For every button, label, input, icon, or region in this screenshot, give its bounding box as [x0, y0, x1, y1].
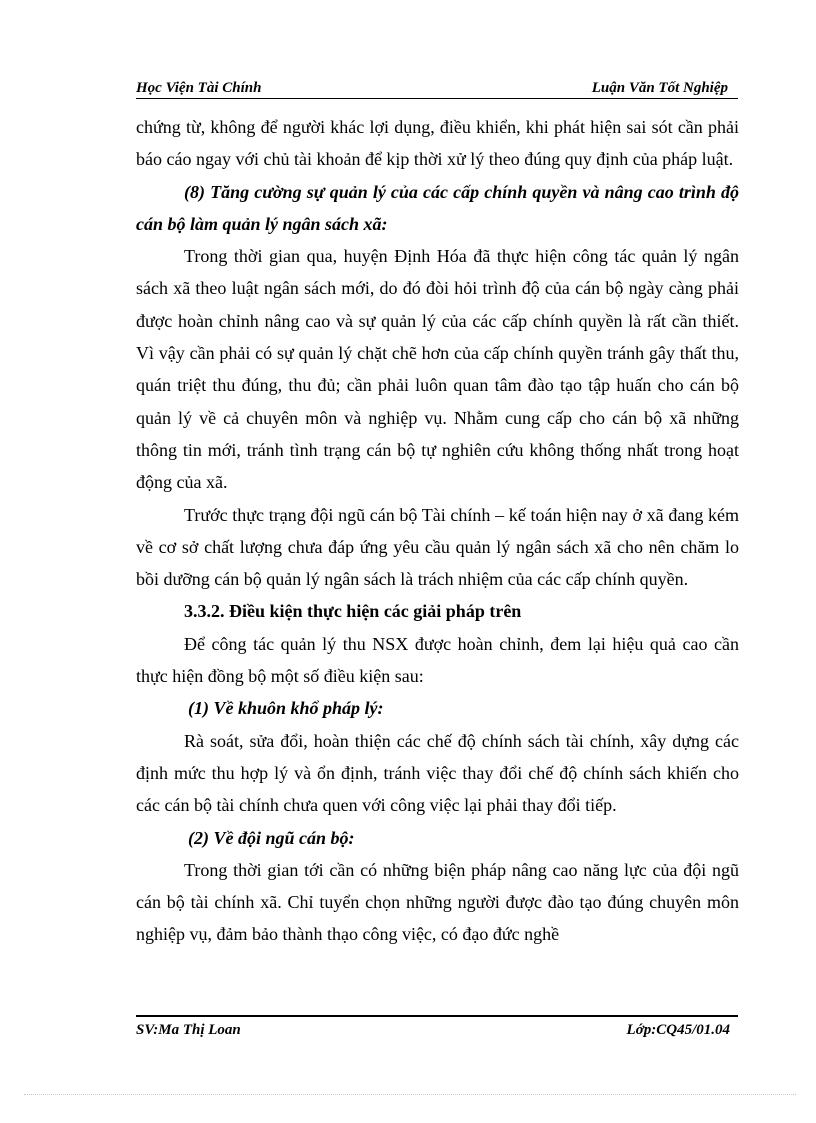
paragraph-legal-framework: Rà soát, sửa đổi, hoàn thiện các chế độ chính sách tài chính, xây dựng các định mức thu hợp lý và ổn định, tránh việc thay đổi chế độ chính sách khiến cho các cán bộ tài chính chưa quen với công việc lại phải thay đổi tiếp. [136, 730, 739, 816]
paragraph-staff: Trong thời gian tới cần có những biện pháp nâng cao năng lực của đội ngũ cán bộ tài chính xã. Chỉ tuyển chọn những người được đào tạo đúng chuyên môn nghiệp vụ, đảm bảo thành thạo công việc, có đạo đức nghề [136, 859, 739, 945]
paragraph-conditions-intro: Để công tác quản lý thu NSX được hoàn chỉnh, đem lại hiệu quả cao cần thực hiện đồng bộ một số điều kiện sau: [136, 633, 739, 687]
page-footer [136, 1019, 738, 1041]
footer-student-name: SV:Ma Thị Loan [136, 1022, 241, 1038]
header-document-type: Luận Văn Tốt Nghiệp [591, 80, 728, 96]
heading-staff: (2) Về đội ngũ cán bộ: [188, 827, 355, 848]
heading-item-8: (8) Tăng cường sự quản lý của các cấp chính quyền và nâng cao trình độ cán bộ làm quản lý ngân sách xã: [136, 181, 739, 234]
footer-rule [136, 1015, 738, 1017]
page-body [136, 111, 739, 951]
paragraph-management: Trong thời gian qua, huyện Định Hóa đã thực hiện công tác quản lý ngân sách xã theo luật ngân sách mới, do đó đòi hỏi trình độ của cán bộ ngày càng phải được hoàn chỉnh nâng cao và sự quản lý của các cấp chính quyền là rất cần thiết. Vì vậy cần phải có sự quản lý chặt chẽ hơn của cấp chính quyền tránh gây thất thu, quán triệt thu đúng, thu đủ; cần phải luôn quan tâm đào tạo tập huấn cho cán bộ quản lý về cả chuyên môn và nghiệp vụ. Nhằm cung cấp cho cán bộ xã những thông tin mới, tránh tình trạng cán bộ tự nghiên cứu không thống nhất trong hoạt động của xã. [136, 246, 739, 493]
footer-class-code: Lớp:CQ45/01.04 [626, 1022, 730, 1038]
heading-legal-framework: (1) Về khuôn khổ pháp lý: [188, 698, 384, 719]
paragraph-staff-situation: Trước thực trạng đội ngũ cán bộ Tài chính – kế toán hiện nay ở xã đang kém về cơ sở chất lượng chưa đáp ứng yêu cầu quản lý ngân sách xã cho nên chăm lo bồi dưỡng cán bộ quản lý ngân sách là trách nhiệm của các cấp chính quyền. [136, 504, 739, 590]
section-heading-3-3-2: 3.3.2. Điều kiện thực hiện các giải pháp trên [184, 601, 522, 622]
page-edge-divider [24, 1094, 796, 1095]
page-header [136, 78, 738, 99]
header-institution: Học Viện Tài Chính [136, 80, 262, 96]
paragraph-continuation: chứng từ, không để người khác lợi dụng, điều khiển, khi phát hiện sai sót cần phải báo cáo ngay với chủ tài khoản để kịp thời xử lý theo đúng quy định của pháp luật. [136, 117, 739, 170]
